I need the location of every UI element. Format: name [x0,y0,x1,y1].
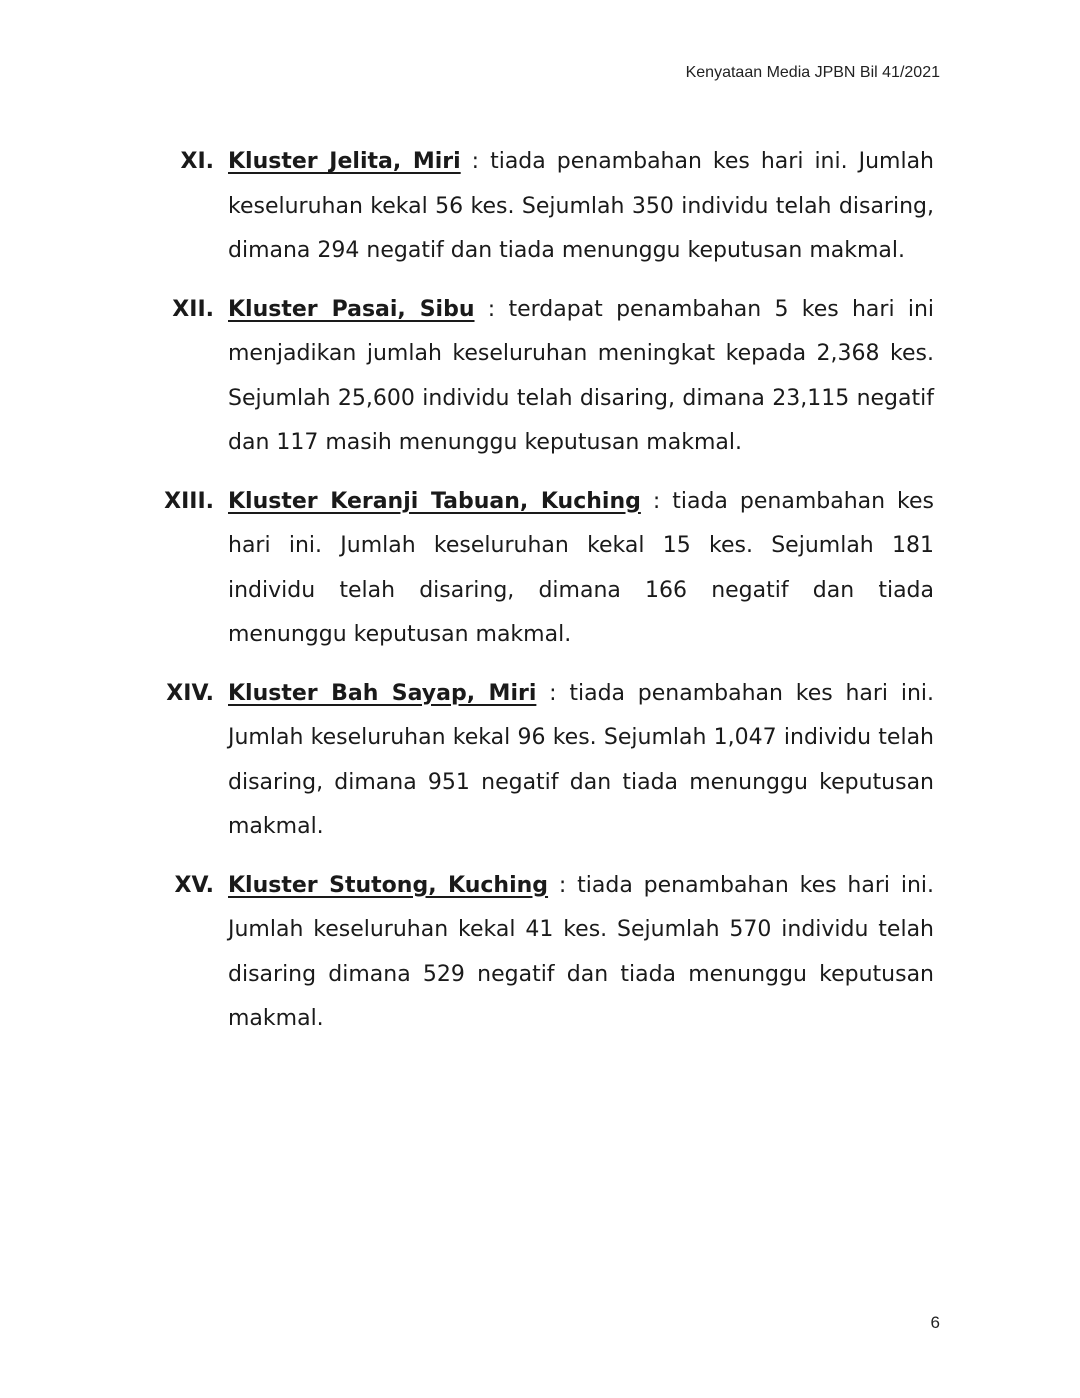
cluster-list [0,140,1080,1056]
item-numeral: XIV. [166,680,214,706]
item-body: : tiada penambahan kes hari ini. Jumlah keseluruhan kekal 15 kes. Sejumlah 181 individu telah disaring, dimana 166 negatif dan tiada menunggu keputusan makmal. [228,488,934,647]
item-body: : tiada penambahan kes hari ini. Jumlah keseluruhan kekal 96 kes. Sejumlah 1,047 individu telah disaring, dimana 951 negatif dan tiada menunggu keputusan makmal. [228,680,934,839]
item-numeral: XV. [174,872,214,898]
list-item [0,480,1080,658]
item-body: : tiada penambahan kes hari ini. Jumlah keseluruhan kekal 41 kes. Sejumlah 570 individu telah disaring dimana 529 negatif dan tiada menunggu keputusan makmal. [228,872,935,1031]
page-number: 6 [930,1313,940,1332]
item-numeral: XII. [172,296,214,322]
list-item [0,864,1080,1042]
item-text [228,288,934,466]
item-numeral: XIII. [164,488,214,514]
cluster-name: Kluster Jelita, Miri [228,149,461,174]
list-item [0,140,1080,274]
cluster-name: Kluster Bah Sayap, Miri [228,680,537,706]
list-item [0,672,1080,850]
item-text [228,140,934,274]
cluster-name: Kluster Keranji Tabuan, Kuching [228,488,641,514]
item-text [228,672,934,850]
item-body: : tiada penambahan kes hari ini. Jumlah keseluruhan kekal 56 kes. Sejumlah 350 individu telah disaring, dimana 294 negatif dan tiada menunggu keputusan makmal. [228,149,934,263]
cluster-name: Kluster Pasai, Sibu [228,296,475,322]
item-body: : terdapat penambahan 5 kes hari ini menjadikan jumlah keseluruhan meningkat kepada 2,368 kes. Sejumlah 25,600 individu telah disaring, dimana 23,115 negatif dan 117 masih menunggu keputusan makmal. [228,296,934,455]
item-text [228,480,934,658]
item-text [228,864,934,1042]
cluster-name: Kluster Stutong, Kuching [228,872,549,898]
item-numeral: XI. [180,149,214,174]
list-item [0,288,1080,466]
document-header: Kenyataan Media JPBN Bil 41/2021 [685,64,940,81]
